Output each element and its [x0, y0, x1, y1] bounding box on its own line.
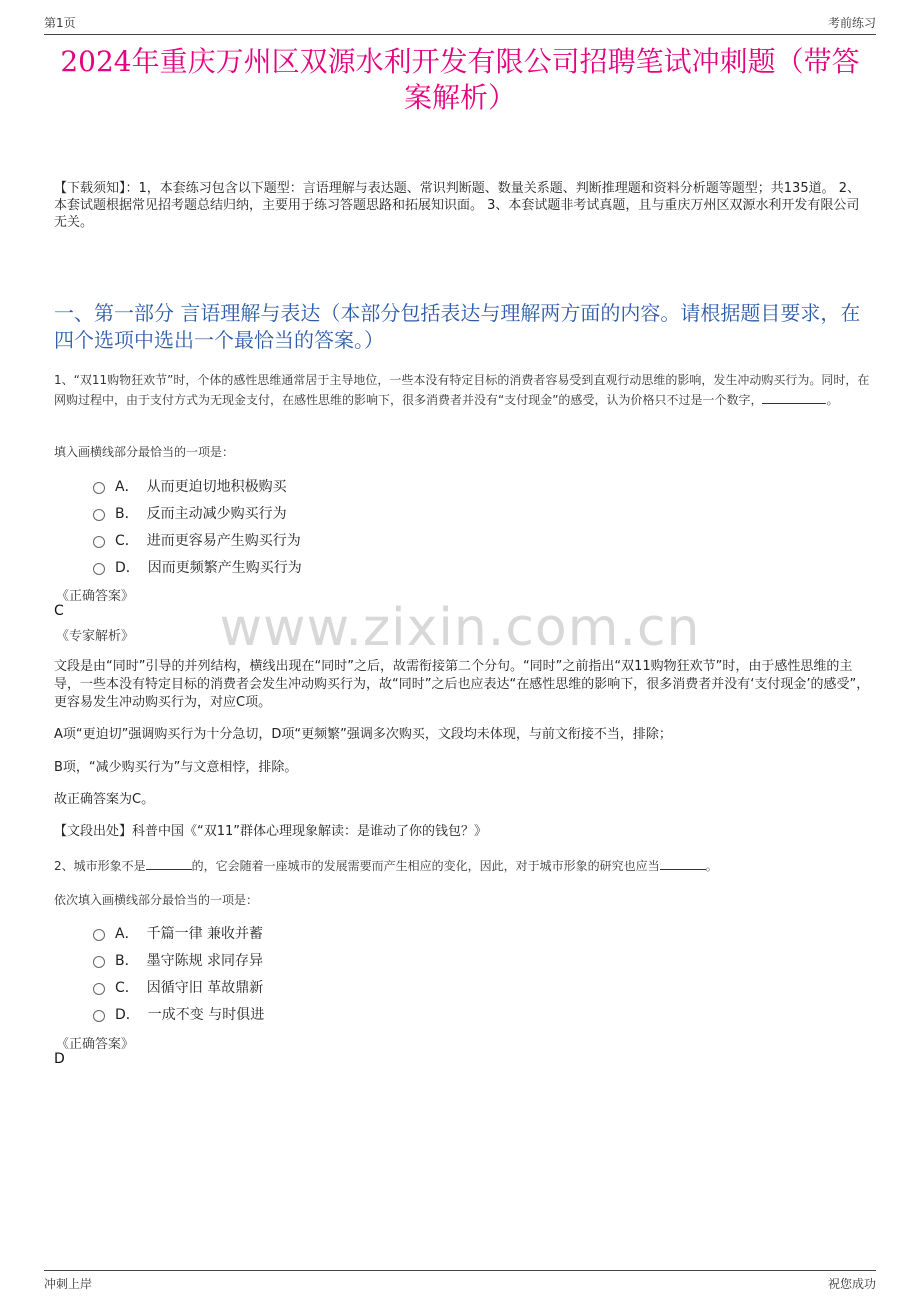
option-label: C．	[115, 532, 139, 549]
analysis-paragraph: A项“更迫切”强调购买行为十分急切，D项“更频繁”强调多次购买，文段均未体现，与前文衔接不当，排除；	[54, 727, 672, 742]
question-2-options	[93, 919, 264, 1027]
radio-icon[interactable]	[93, 482, 105, 494]
option-label: B．	[115, 505, 139, 522]
radio-icon[interactable]	[93, 956, 105, 968]
fill-blank	[762, 391, 826, 404]
option-text: 千篇一律 兼收并蓄	[146, 925, 264, 942]
radio-icon[interactable]	[93, 509, 105, 521]
radio-icon[interactable]	[93, 929, 105, 941]
analysis-paragraph: 文段是由“同时”引导的并列结构，横线出现在“同时”之后，故需衔接第二个分句。“同时”之前指出“双11购物狂欢节”时，由于感性思维的主导，一些本没有特定目标的消费者会发生冲动购买行为，故“同时”之后也应表达“在感性思维的影响下，很多消费者并没有‘支付现金’的感受”，更容易发生冲动购买行为，对应C项。	[54, 659, 870, 710]
analysis-label: 《专家解析》	[56, 629, 135, 644]
option-b[interactable]	[93, 499, 302, 526]
question-2-text: 的，它会随着一座城市的发展需要而产生相应的变化，因此，对于城市形象的研究也应当	[191, 859, 660, 873]
document-title: 2024年重庆万州区双源水利开发有限公司招聘笔试冲刺题（带答案解析）	[60, 45, 860, 114]
option-a[interactable]	[93, 919, 264, 946]
radio-icon[interactable]	[93, 983, 105, 995]
question-1-stem	[54, 370, 870, 410]
download-notice: 【下载须知】：1，本套练习包含以下题型：言语理解与表达题、常识判断题、数量关系题、判断推理题和资料分析题等题型；共135道。 2、本套试题根据常见招考题总结归纳，主要用于练习答题思路和拓展知识面。 3、本套试题非考试真题，且与重庆万州区双源水利开发有限公司无关。	[54, 181, 860, 230]
option-label: B．	[115, 952, 139, 969]
option-label: D．	[115, 1006, 140, 1023]
option-text: 一成不变 与时俱进	[147, 1006, 265, 1023]
question-1-end: 。	[826, 393, 839, 407]
option-label: A．	[115, 478, 139, 495]
answer-label: 《正确答案》	[56, 1037, 135, 1052]
option-b[interactable]	[93, 946, 264, 973]
footer-right: 祝您成功	[827, 1277, 876, 1291]
section-heading: 一、第一部分 言语理解与表达（本部分包括表达与理解两方面的内容。请根据题目要求，在四个选项中选出一个最恰当的答案。）	[54, 301, 861, 352]
option-text: 因循守旧 革故鼎新	[146, 979, 264, 996]
question-2-stem	[54, 856, 870, 876]
page-header	[44, 12, 876, 35]
fill-blank	[660, 857, 706, 870]
page-number: 第1页	[44, 16, 76, 30]
answer-label: 《正确答案》	[56, 589, 135, 604]
question-1-text: 1、“双11购物狂欢节”时，个体的感性思维通常居于主导地位，一些本没有特定目标的消费者容易受到直观行动思维的影响，发生冲动购买行为。同时，在网购过程中，由于支付方式为无现金支付，在感性思维的影响下，很多消费者并没有“支付现金”的感受，认为价格只不过是一个数字，	[54, 373, 870, 407]
option-d[interactable]	[93, 1000, 264, 1027]
question-1-options	[93, 472, 302, 580]
analysis-conclusion: 故正确答案为C。	[54, 792, 155, 807]
radio-icon[interactable]	[93, 536, 105, 548]
option-label: A．	[115, 925, 139, 942]
option-c[interactable]	[93, 973, 264, 1000]
question-2-instruction: 依次填入画横线部分最恰当的一项是：	[54, 893, 259, 907]
answer-value: C	[54, 603, 64, 619]
option-text: 反而主动减少购买行为	[146, 505, 287, 522]
option-label: C．	[115, 979, 139, 996]
radio-icon[interactable]	[93, 563, 105, 575]
option-d[interactable]	[93, 553, 302, 580]
fill-blank	[146, 857, 192, 870]
option-label: D．	[115, 559, 140, 576]
answer-value: D	[54, 1051, 65, 1067]
option-text: 墨守陈规 求同存异	[146, 952, 264, 969]
header-tag: 考前练习	[827, 16, 876, 30]
option-text: 因而更频繁产生购买行为	[147, 559, 302, 576]
question-2-text: 2、城市形象不是	[54, 859, 146, 873]
question-2-end: 。	[705, 859, 718, 873]
option-c[interactable]	[93, 526, 302, 553]
analysis-paragraph: B项，“减少购买行为”与文意相悖，排除。	[54, 760, 298, 775]
option-text: 从而更迫切地积极购买	[146, 478, 287, 495]
option-a[interactable]	[93, 472, 302, 499]
watermark: www.zixin.com.cn	[219, 598, 701, 658]
radio-icon[interactable]	[93, 1010, 105, 1022]
analysis-source: 【文段出处】科普中国《“双11”群体心理现象解读：是谁动了你的钱包？》	[54, 824, 488, 839]
question-1-instruction: 填入画横线部分最恰当的一项是：	[54, 445, 235, 459]
page-footer	[44, 1270, 876, 1293]
option-text: 进而更容易产生购买行为	[146, 532, 301, 549]
footer-left: 冲刺上岸	[44, 1277, 93, 1291]
